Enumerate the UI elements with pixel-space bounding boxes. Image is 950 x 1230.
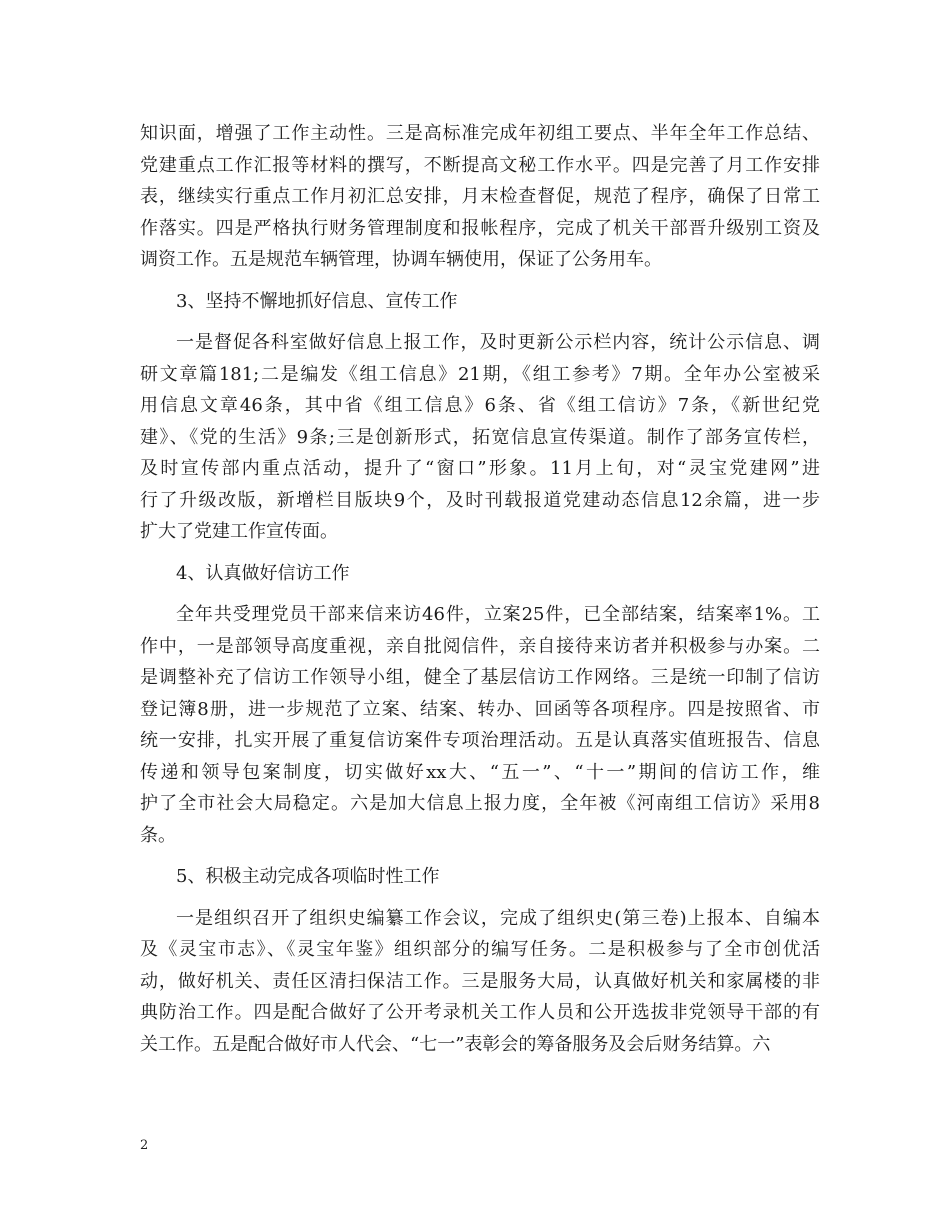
- text-line: 全年共受理党员干部来信来访46件，立案25件，已全部结案，结案率1%。工: [176, 604, 820, 625]
- text-line: 研文章篇181;二是编发《组工信息》21期，《组工参考》7期。全年办公室被采: [140, 363, 820, 385]
- text-line: 行了升级改版，新增栏目版块9个，及时刊载报道党建动态信息12余篇，进一步: [140, 489, 820, 511]
- text-line: 用信息文章46条，其中省《组工信息》6条、省《组工信访》7条，《新世纪党: [140, 395, 820, 416]
- document-body: [140, 118, 820, 1060]
- text-line: 动，做好机关、责任区清扫保洁工作。三是服务大局，认真做好机关和家属楼的非: [140, 970, 820, 992]
- text-line: 典防治工作。四是配合做好了公开考录机关工作人员和公开选拔非党领导干部的有: [140, 1002, 820, 1023]
- text-line: 是调整补充了信访工作领导小组，健全了基层信访工作网络。三是统一印制了信访: [140, 667, 820, 688]
- text-line: 关工作。五是配合做好市人代会、“七一”表彰会的筹备服务及会后财务结算。六: [140, 1033, 771, 1055]
- text-line: 护了全市社会大局稳定。六是加大信息上报力度，全年被《河南组工信访》采用8: [140, 793, 820, 814]
- text-line: 建》、《党的生活》9条;三是创新形式，拓宽信息宣传渠道。制作了部务宣传栏，: [140, 426, 820, 448]
- text-line: 作中，一是部领导高度重视，亲自批阅信件，亲自接待来访者并积极参与办案。二: [140, 635, 820, 657]
- text-line: 党建重点工作汇报等材料的撰写，不断提高文秘工作水平。四是完善了月工作安排: [140, 154, 820, 176]
- text-line: 条。: [140, 824, 176, 846]
- text-line: 扩大了党建工作宣传面。: [140, 521, 338, 542]
- text-line: 及时宣传部内重点活动，提升了“窗口”形象。11月上旬，对“灵宝党建网”进: [140, 458, 820, 479]
- body-paragraph: [140, 903, 820, 1061]
- body-paragraph: [140, 118, 820, 276]
- text-line: 调资工作。五是规范车辆管理，协调车辆使用，保证了公务用车。: [140, 249, 662, 270]
- text-line: 登记簿8册，进一步规范了立案、结案、转办、回函等各项程序。四是按照省、市: [140, 698, 820, 720]
- text-line: 一是督促各科室做好信息上报工作，及时更新公示栏内容，统计公示信息、调: [176, 332, 820, 353]
- body-paragraph: [140, 327, 820, 548]
- text-line: 统一安排，扎实开展了重复信访案件专项治理活动。五是认真落实值班报告、信息: [140, 730, 820, 751]
- text-line: 作落实。四是严格执行财务管理制度和报帐程序，完成了机关干部晋升级别工资及: [140, 217, 820, 239]
- section-heading: 5、积极主动完成各项临时性工作: [176, 866, 440, 887]
- section-heading: 4、认真做好信访工作: [176, 562, 350, 584]
- body-paragraph: [140, 599, 820, 851]
- text-line: 一是组织召开了组织史编纂工作会议，完成了组织史(第三卷)上报本、自编本: [176, 907, 820, 929]
- text-line: 表，继续实行重点工作月初汇总安排，月末检查督促，规范了程序，确保了日常工: [140, 186, 820, 207]
- section-heading: 3、坚持不懈地抓好信息、宣传工作: [176, 290, 458, 312]
- text-line: 传递和领导包案制度，切实做好xx大、“五一”、“十一”期间的信访工作，维: [140, 761, 820, 783]
- text-line: 知识面，增强了工作主动性。三是高标准完成年初组工要点、半年全年工作总结、: [140, 123, 820, 144]
- text-line: 及《灵宝市志》、《灵宝年鉴》组织部分的编写任务。二是积极参与了全市创优活: [140, 939, 820, 960]
- page-number: 2: [140, 1138, 149, 1153]
